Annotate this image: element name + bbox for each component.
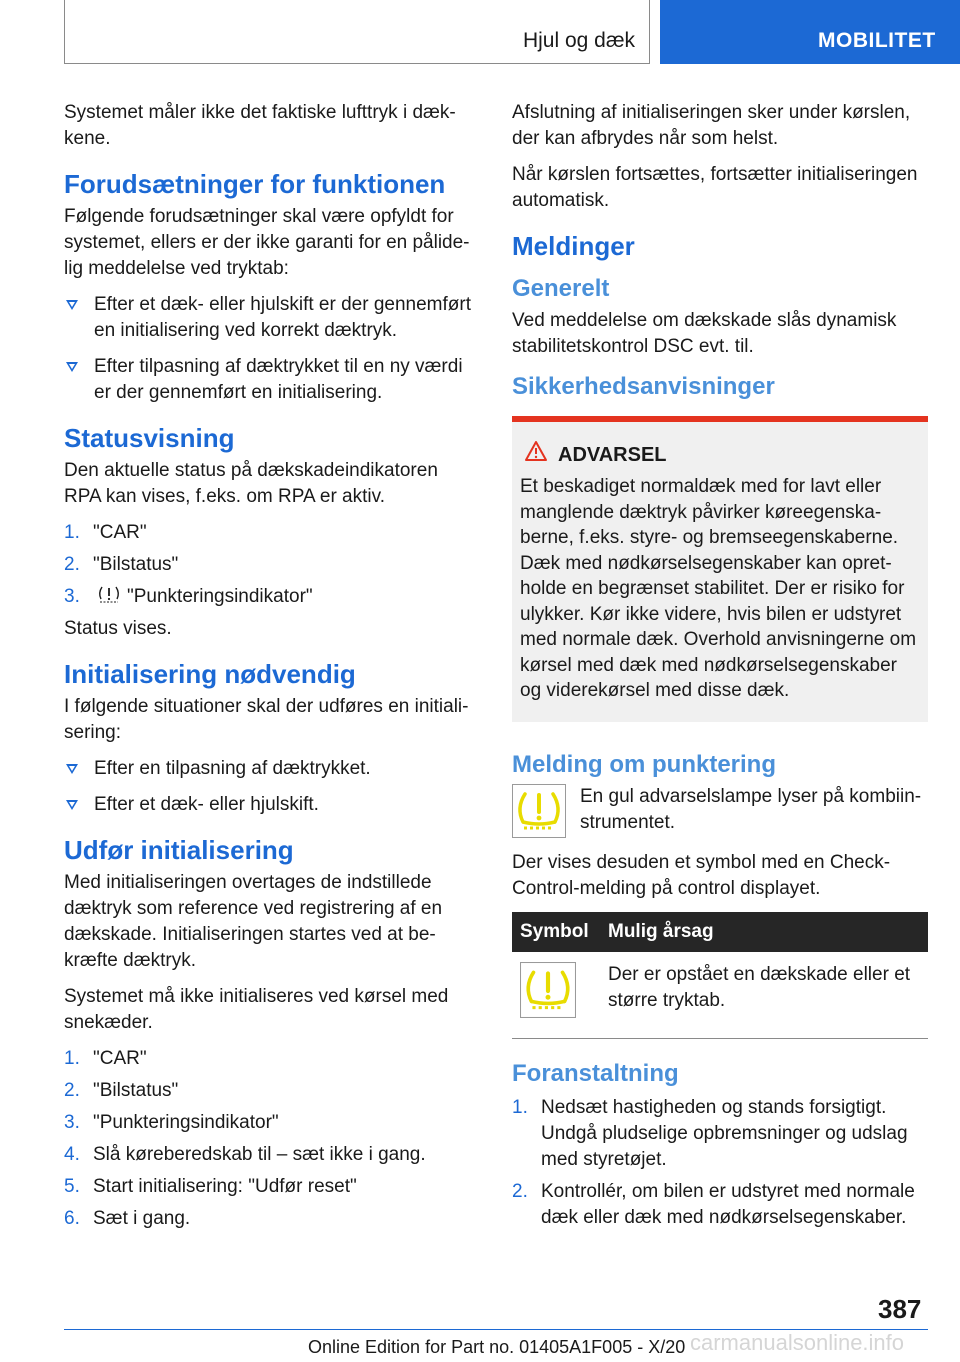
paragraph: Systemet må ikke initialiseres ved kørsel med snekæder. [64, 986, 449, 1033]
heading-meldinger: Meldinger [512, 231, 635, 261]
list-item: 3. "Punkteringsindikator" [64, 586, 313, 607]
paragraph: Status vises. [64, 618, 172, 639]
list-item: 1. "CAR" [64, 522, 147, 543]
symbol-table [512, 912, 928, 1039]
warning-box [512, 416, 928, 722]
heading-foranstaltning: Foranstaltning [512, 1059, 679, 1087]
bullet-list [64, 292, 476, 406]
heading-generelt: Generelt [512, 275, 610, 302]
list-item: 2. "Bilstatus" [64, 1080, 179, 1101]
paragraph: Den aktuelle status på dækskadeindikatoren RPA kan vises, f.eks. om RPA er aktiv. [64, 460, 438, 507]
triangle-bullet-icon [66, 764, 78, 774]
paragraph: Der vises desuden et symbol med en Check-Control-melding på control displayet. [512, 851, 891, 899]
paragraph: I følgende situationer skal der udføres en initiali-sering: [64, 696, 469, 743]
heading-melding-om-punktering: Melding om punktering [512, 750, 776, 778]
list-item: 2. "Bilstatus" [64, 554, 179, 575]
warning-text: Et beskadiget normaldæk med for lavt eller manglende dæktryk påvirker køreegenska-berne, f.eks. styre- og bremseegenskaberne. Dæk med nødkørselsegenskaber kan opret-holde en begrænset stabilitet. Der er risiko for ulykker. Kør ikke videre, hvis bilen er udstyret med normale dæk. Overhold anvisningerne om kørsel med dæk med nødkørselsegenskaber og viderekørsel med disse dæk. [520, 476, 917, 701]
tpms-warning-lamp-icon [520, 962, 576, 1018]
watermark: carmanualsonline.info [690, 1330, 905, 1355]
paragraph: Systemet måler ikke det faktiske lufttryk i dæk-kene. [64, 102, 456, 149]
list-item: 2. Kontrollér, om bilen er udstyret med normale dæk eller dæk med nødkørselsegenskaber. [512, 1180, 915, 1228]
footer-edition: Online Edition for Part no. 01405A1F005 - X/20 [308, 1337, 686, 1357]
page-number: 387 [878, 1294, 922, 1324]
paragraph: Når kørslen fortsættes, fortsætter initialiseringen automatisk. [512, 164, 918, 211]
heading-sikkerhedsanvisninger: Sikkerhedsanvisninger [512, 373, 775, 400]
triangle-bullet-icon [66, 362, 78, 372]
table-row [512, 952, 928, 1039]
list-item: 6. Sæt i gang. [64, 1208, 191, 1229]
heading-statusvisning: Statusvisning [64, 423, 235, 453]
indicator-row [512, 784, 928, 838]
bullet-list [64, 756, 476, 818]
steps-list [64, 520, 476, 610]
heading-udfoer-initialisering: Udfør initialisering [64, 835, 294, 865]
list-item: 1. "CAR" [64, 1048, 147, 1069]
tpms-warning-icon [97, 585, 121, 605]
list-item: 1. Nedsæt hastigheden og stands forsigtigt. Undgå pludselige opbremsninger og udslag med styretøjet. [512, 1096, 908, 1170]
paragraph: Ved meddelelse om dækskade slås dynamisk stabilitetskontrol DSC evt. til. [512, 310, 897, 357]
heading-initialisering-noedvendig: Initialisering nødvendig [64, 659, 356, 689]
column-header-reason: Mulig årsag [600, 912, 928, 952]
tpms-warning-lamp-icon [512, 784, 566, 838]
left-column [64, 100, 476, 1238]
steps-list [512, 1095, 928, 1231]
list-item: 4. Slå køreberedskab til – sæt ikke i gang. [64, 1144, 426, 1165]
table-cell-symbol [512, 952, 600, 1039]
paragraph: Følgende forudsætninger skal være opfyldt for systemet, ellers er der ikke garanti for en pålide-lig meddelelse ved tryktab: [64, 206, 470, 279]
header-chapter-title: MOBILITET [818, 29, 936, 52]
list-item: 5. Start initialisering: "Udfør reset" [64, 1176, 357, 1197]
triangle-bullet-icon [66, 300, 78, 310]
paragraph: Med initialiseringen overtages de indstillede dæktryk som reference ved registrering af en dækskade. Initialiseringen startes ved at be-kræfte dæktryk. [64, 872, 443, 971]
table-header-row [512, 912, 928, 952]
paragraph: Afslutning af initialiseringen sker under kørslen, der kan afbrydes når som helst. [512, 102, 911, 149]
heading-forudsaetninger: Forudsætninger for funktionen [64, 169, 446, 199]
header-section-title: Hjul og dæk [522, 29, 635, 52]
list-item: Efter tilpasning af dæktrykket til en ny værdi er der gennemført en initialisering. [64, 354, 476, 406]
triangle-bullet-icon [66, 800, 78, 810]
steps-list [64, 1046, 476, 1232]
paragraph: En gul advarselslampe lyser på kombiin-strumentet. [580, 785, 922, 833]
list-item: Efter et dæk- eller hjulskift. [64, 792, 476, 818]
list-item: Efter en tilpasning af dæktrykket. [64, 756, 476, 782]
header-section-box [64, 0, 650, 64]
list-item: 3. "Punkteringsindikator" [64, 1112, 279, 1133]
table-cell-reason: Der er opstået en dækskade eller et større tryktab. [600, 952, 928, 1039]
header-chapter-box [660, 0, 960, 64]
list-item: Efter et dæk- eller hjulskift er der gennemført en initialisering ved korrekt dæktryk. [64, 292, 476, 344]
warning-triangle-icon [524, 440, 548, 462]
column-header-symbol: Symbol [512, 912, 600, 952]
right-column [512, 100, 928, 1237]
warning-title: ADVARSEL [520, 442, 920, 468]
